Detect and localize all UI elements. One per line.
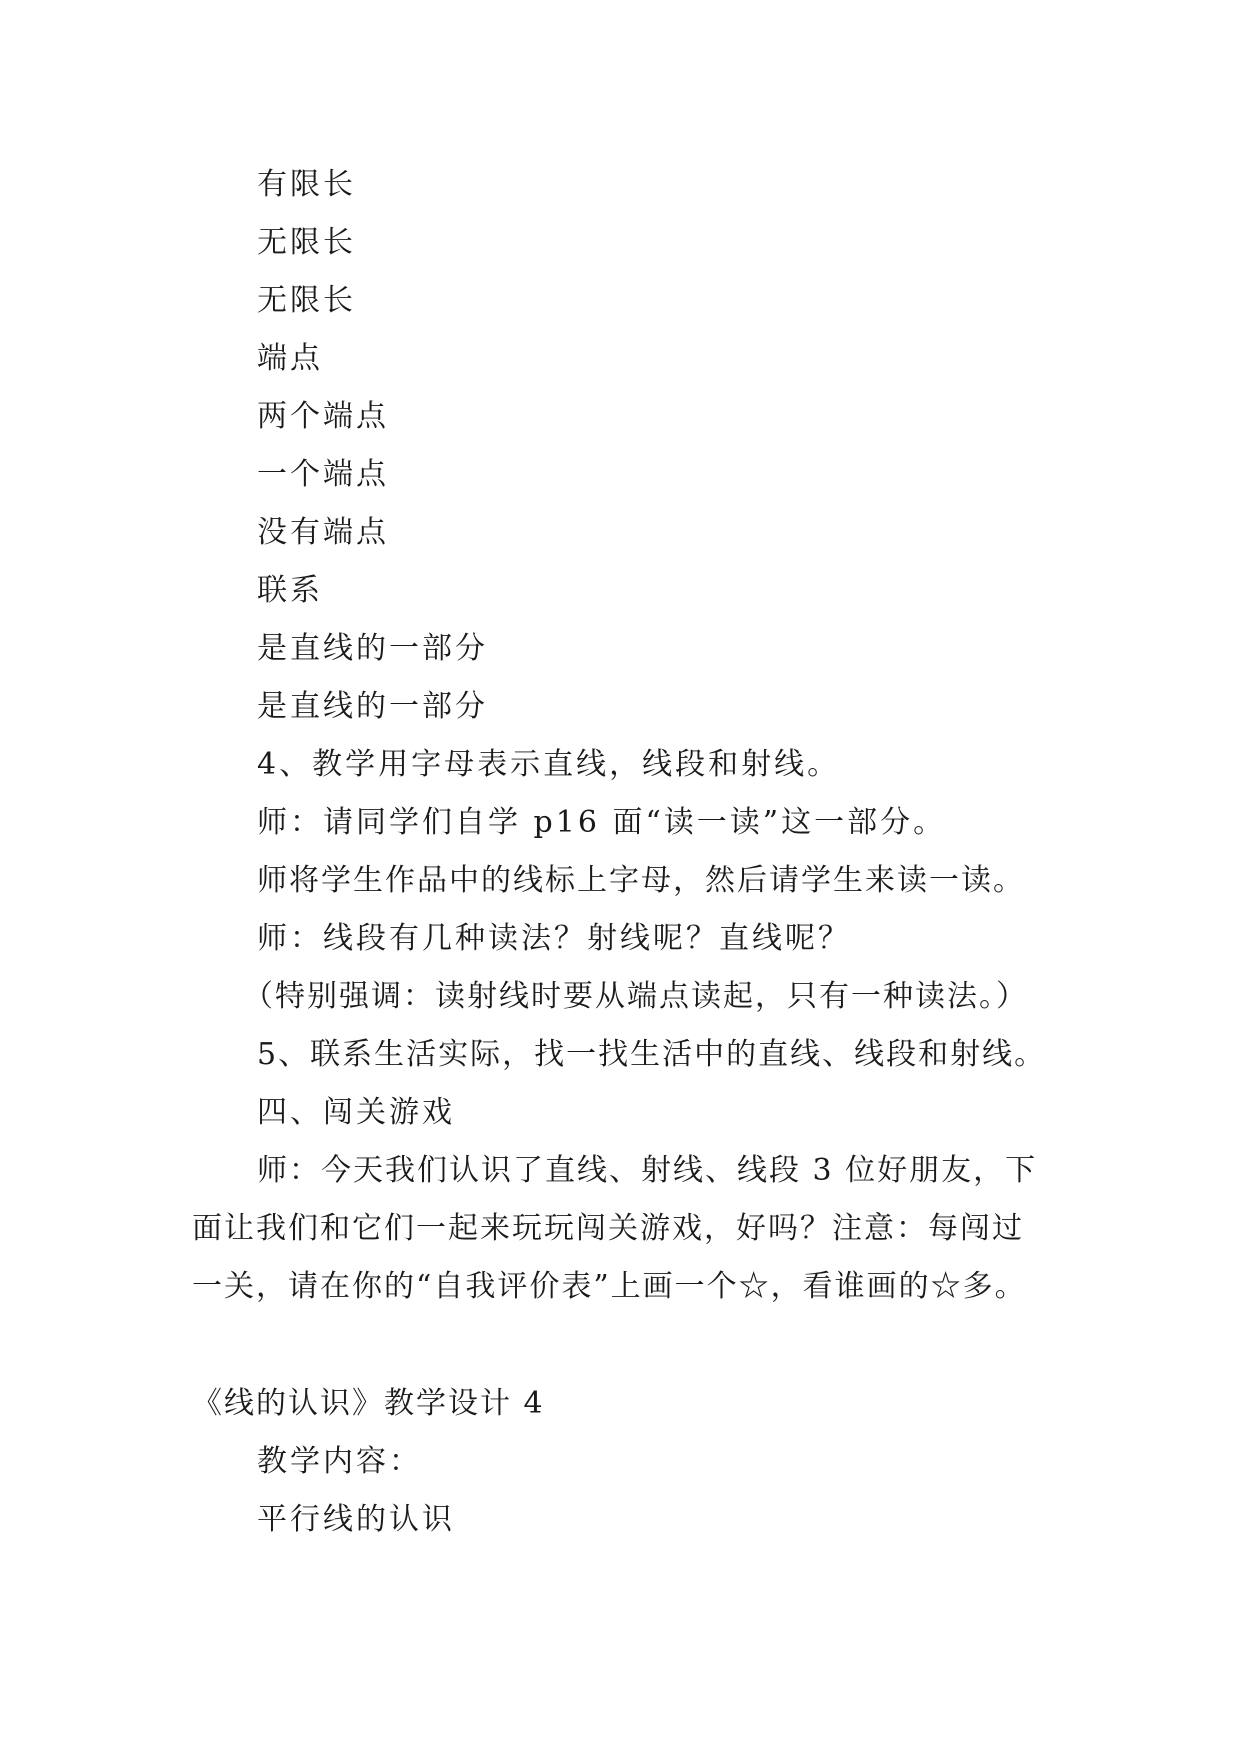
text-line: 师：今天我们认识了直线、射线、线段 3 位好朋友，下 bbox=[257, 1153, 1038, 1188]
text-line: （特别强调：读射线时要从端点读起，只有一种读法。） bbox=[243, 979, 1028, 1014]
content-label: 教学内容： bbox=[257, 1444, 422, 1479]
text-line: 四、闯关游戏 bbox=[257, 1095, 455, 1130]
text-line: 一关，请在你的“自我评价表”上画一个☆，看谁画的☆多。 bbox=[192, 1269, 1027, 1304]
text-line: 无限长 bbox=[257, 283, 356, 318]
text-line: 是直线的一部分 bbox=[257, 631, 488, 666]
text-line: 是直线的一部分 bbox=[257, 689, 488, 724]
content-value: 平行线的认识 bbox=[257, 1502, 455, 1537]
text-line: 端点 bbox=[257, 341, 323, 376]
text-line: 无限长 bbox=[257, 225, 356, 260]
text-line: 师：线段有几种读法？射线呢？直线呢？ bbox=[257, 921, 851, 956]
text-line: 联系 bbox=[257, 573, 323, 608]
section-title: 《线的认识》教学设计 4 bbox=[192, 1386, 545, 1421]
text-line: 5、联系生活实际，找一找生活中的直线、线段和射线。 bbox=[257, 1037, 1047, 1072]
text-line: 师将学生作品中的线标上字母，然后请学生来读一读。 bbox=[257, 863, 1025, 898]
text-line: 面让我们和它们一起来玩玩闯关游戏，好吗？注意：每闯过 bbox=[192, 1211, 1024, 1246]
text-line: 一个端点 bbox=[257, 457, 389, 492]
text-line: 师：请同学们自学 p16 面“读一读”这一部分。 bbox=[257, 805, 947, 840]
text-line: 4、教学用字母表示直线，线段和射线。 bbox=[257, 747, 841, 782]
text-line: 两个端点 bbox=[257, 399, 389, 434]
text-line: 没有端点 bbox=[257, 515, 389, 550]
text-line: 有限长 bbox=[257, 167, 356, 202]
